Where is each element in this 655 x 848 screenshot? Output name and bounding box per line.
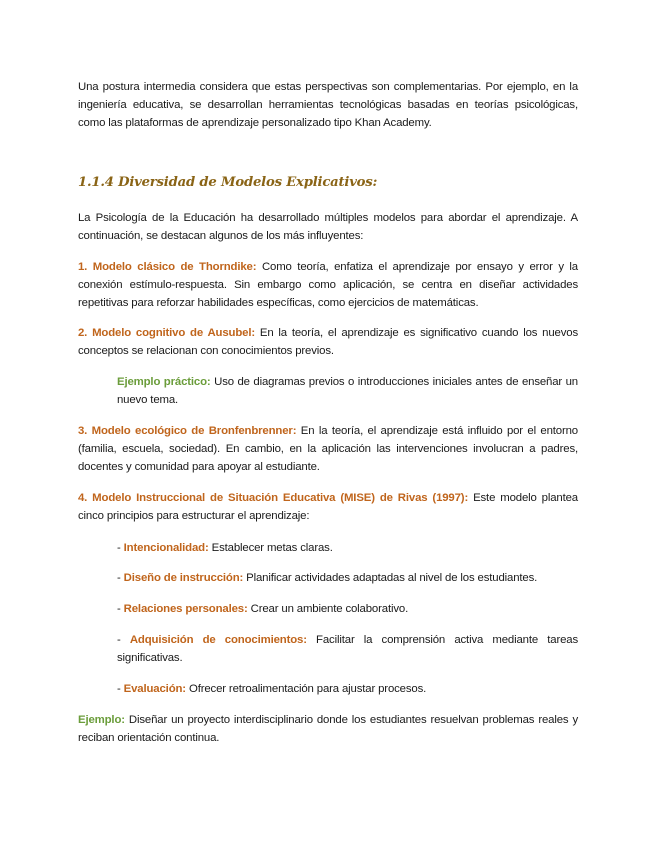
principle-label: Evaluación: — [123, 683, 186, 695]
model-thorndike-paragraph — [78, 258, 578, 312]
model-bronfenbrenner-paragraph — [78, 422, 578, 476]
principle-item — [117, 539, 578, 557]
principle-dash: - — [117, 542, 124, 554]
principle-label: Adquisición de conocimientos: — [129, 634, 307, 646]
model-ausubel-label: 2. Modelo cognitivo de Ausubel: — [78, 327, 256, 339]
principle-text: Ofrecer retroalimentación para ajustar procesos. — [185, 683, 427, 695]
model-ausubel-text: En la teoría, el aprendizaje es significativo cuando los nuevos conceptos se relacionan con conocimientos previos. — [78, 327, 579, 357]
principle-text: Establecer metas claras. — [208, 542, 333, 554]
model-ausubel-paragraph — [78, 324, 578, 360]
principle-item — [117, 569, 578, 587]
model-thorndike-label: 1. Modelo clásico de Thorndike: — [78, 261, 257, 273]
final-example-label: Ejemplo: — [78, 714, 125, 726]
model-mise-label: 4. Modelo Instruccional de Situación Educativa (MISE) de Rivas (1997): — [78, 492, 469, 504]
ausubel-example-text: Uso de diagramas previos o introducciones iniciales antes de enseñar un nuevo tema. — [117, 376, 578, 406]
principle-dash: - — [117, 683, 124, 695]
final-example-text: Diseñar un proyecto interdisciplinario donde los estudiantes resuelvan problemas reales y reciban orientación continua. — [78, 714, 578, 744]
section-heading: 1.1.4 Diversidad de Modelos Explicativos: — [78, 175, 378, 190]
principle-text: Crear un ambiente colaborativo. — [247, 603, 409, 615]
ausubel-example-label: Ejemplo práctico: — [117, 376, 211, 388]
principle-label: Diseño de instrucción: — [123, 572, 244, 584]
model-mise-text: Este modelo plantea cinco principios para estructurar el aprendizaje: — [78, 492, 578, 522]
principle-text: Facilitar la comprensión activa mediante tareas significativas. — [117, 634, 578, 664]
principle-item — [117, 631, 578, 667]
principle-dash: - — [117, 634, 130, 646]
principle-label: Intencionalidad: — [123, 542, 209, 554]
principle-label: Relaciones personales: — [123, 603, 248, 615]
model-mise-paragraph — [78, 489, 578, 525]
principle-text: Planificar actividades adaptadas al nivel de los estudiantes. — [243, 572, 538, 584]
model-thorndike-text: Como teoría, enfatiza el aprendizaje por ensayo y error y la conexión estímulo-respuesta. Sin embargo como aplicación, se centra en diseñar actividades repetitivas para reforzar habilidades específicas, como ejercicios de matemáticas. — [78, 261, 578, 309]
principle-item — [117, 600, 578, 618]
intro-paragraph: Una postura intermedia considera que estas perspectivas son complementarias. Por ejemplo, en la ingeniería educativa, se desarrollan herramientas tecnológicas basadas en teorías psicológicas, como las plataformas de aprendizaje personalizado tipo Khan Academy. — [78, 81, 578, 129]
principle-dash: - — [117, 572, 124, 584]
principle-item — [117, 680, 578, 698]
section-intro-paragraph: La Psicología de la Educación ha desarrollado múltiples modelos para abordar el aprendizaje. A continuación, se destacan algunos de los más influyentes: — [78, 212, 578, 242]
principle-dash: - — [117, 603, 124, 615]
model-bronfenbrenner-text: En la teoría, el aprendizaje está influido por el entorno (familia, escuela, sociedad). En cambio, en la aplicación las intervenciones involucran a padres, docentes y comunidad para apoyar al estudiante. — [78, 425, 578, 473]
final-example-paragraph — [78, 711, 578, 747]
model-bronfenbrenner-label: 3. Modelo ecológico de Bronfenbrenner: — [78, 425, 297, 437]
ausubel-example-paragraph — [117, 373, 578, 409]
